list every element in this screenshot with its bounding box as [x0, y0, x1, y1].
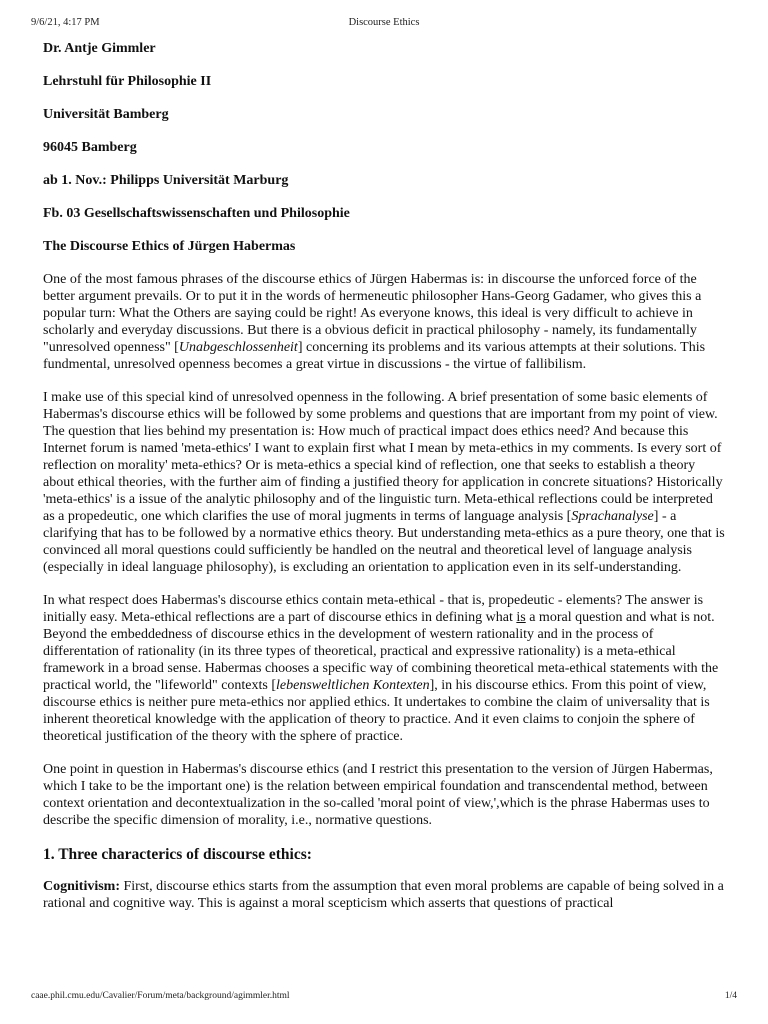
print-footer: [31, 991, 737, 1005]
paragraph-5: Cognitivism: First, discourse ethics starts from the assumption that even moral problems are capable of being solved in a rational and cognitive way. This is against a moral scepticism which asserts that questions of practical: [43, 879, 724, 911]
author-department: Fb. 03 Gesellschaftswissenschaften und Philosophie: [43, 206, 350, 221]
author-university: Universität Bamberg: [43, 107, 169, 122]
paragraph-1: One of the most famous phrases of the discourse ethics of Jürgen Habermas is: in discourse the unforced force of the better argument prevails. Or to put it in the words of hermeneutic philosopher Hans-Georg Gadamer, who gives this a popular turn: What the Others are saying could be right! As everyone knows, this ideal is very difficult to achieve in scholarly and everyday discussions. But there is a obvious deficit in practical philosophy - namely, its fundamentally "unresolved openness" [Unabgeschlossenheit] concerning its problems and its various attempts at their solutions. This fundmental, unresolved openness becomes a great virtue in discussions - the virtue of fallibilism.: [43, 272, 706, 372]
paragraph-2: I make use of this special kind of unresolved openness in the following. A brief presentation of some basic elements of Habermas's discourse ethics will be followed by some problems and questions that are important from my point of view. The question that lies behind my presentation is: How much of practical impact does ethics need? And because this Internet forum is named 'meta-ethics' I want to explain first what I mean by meta-ethics in my comments. Is every sort of reflection on morality' meta-ethics? Or is meta-ethics a special kind of reflection, one that seeks to establish a theory about ethical theories, with the further aim of finding a justified theory for application in concrete situations? Historically 'meta-ethics' is a issue of the analytic philosophy and of the linguistic turn. Meta-ethical reflections could be interpreted as a propedeutic, one which clarifies the use of moral jugments in terms of language analysis [Sprachanalyse] - a clarifying that has to be followed by a normative ethics theory. But understanding meta-ethics as a pure theory, one that is convinced all moral questions could sufficiently be handled on the neutral and theoretical level of language analysis (especially in ideal language philosophy), is excluding an orientation to application even in its self-understanding.: [43, 390, 725, 575]
paragraph-3: In what respect does Habermas's discourse ethics contain meta-ethical - that is, propedeutic - elements? The answer is initially easy. Meta-ethical reflections are a part of discourse ethics in defining what is a moral question and what is not. Beyond the embeddedness of discourse ethics in the development of western rationality and in the process of differentation of rationality (in its three types of theoretical, practical and expressive rationality) is a meta-ethical framework in a broad sense. Habermas chooses a specific way of combining theoretical meta-ethical statements with the practical world, the "lifeworld" contexts [lebensweltlichen Kontexten], in his discourse ethics. From this point of view, discourse ethics is neither pure meta-ethics nor applied ethics. It undertakes to combine the claim of universality that is inherent theoretical knowledge with the application of theory to practice. And it even claims to conjoin the sphere of theoretical justification of the theory with the sphere of practice.: [43, 593, 719, 744]
print-datetime: 9/6/21, 4:17 PM: [31, 17, 100, 28]
author-new-affiliation: ab 1. Nov.: Philipps Universität Marburg: [43, 173, 289, 188]
footer-page-number: 1/4: [724, 991, 737, 1001]
paragraph-4: One point in question in Habermas's discourse ethics (and I restrict this presentation to the version of Jürgen Habermas, which I take to be the important one) is the relation between empirical foundation and transcendental method, between context orientation and decontextualization in the so-called 'moral point of view,',which is the phrase Habermas uses to describe the specific dimension of morality, i.e., normative questions.: [43, 762, 713, 828]
document-body: [43, 40, 727, 928]
author-city: 96045 Bamberg: [43, 140, 137, 155]
footer-url: caae.phil.cmu.edu/Cavalier/Forum/meta/background/agimmler.html: [31, 991, 290, 1001]
author-name: Dr. Antje Gimmler: [43, 41, 156, 56]
print-title: Discourse Ethics: [348, 17, 420, 28]
section-heading: 1. Three characterics of discourse ethics:: [43, 846, 312, 863]
author-chair: Lehrstuhl für Philosophie II: [43, 74, 212, 89]
print-header: [31, 17, 737, 31]
article-title: The Discourse Ethics of Jürgen Habermas: [43, 239, 296, 254]
